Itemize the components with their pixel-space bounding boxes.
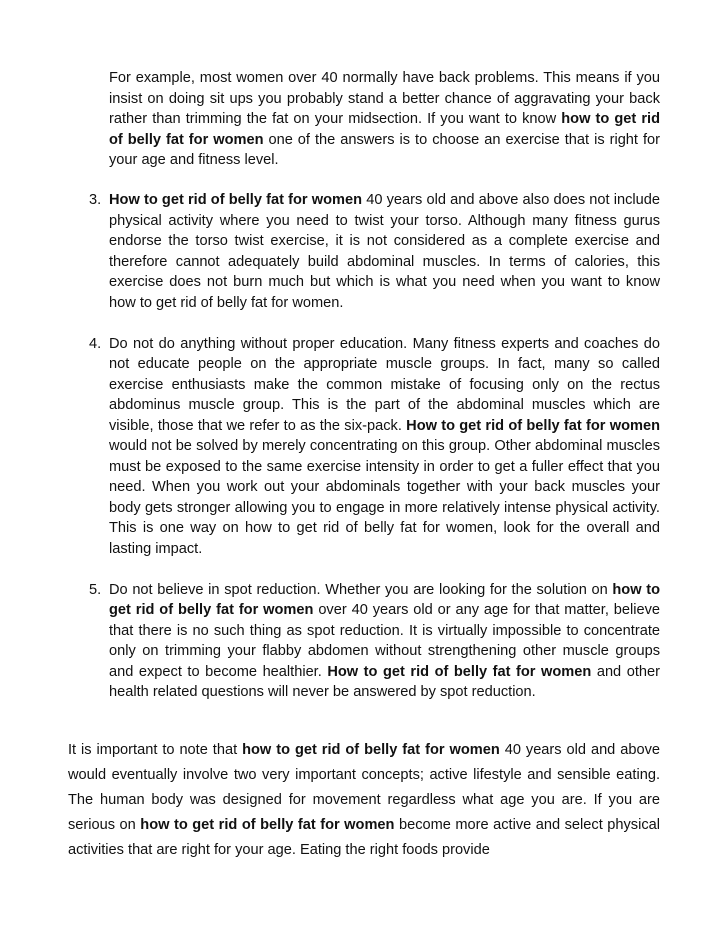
list-item-3 — [0, 190, 660, 313]
list-item-4 — [0, 334, 660, 560]
bold-keyword: How to get rid of belly fat for women — [109, 192, 363, 208]
list-item-text — [109, 582, 660, 701]
text-run: one of the answers is to choose an exercise that is right for your age and fitness level. — [109, 131, 660, 168]
text-run: 40 years old and above also does not include physical activity where you need to twist your torso. Although many fitness gurus endorse the torso twist exercise, it is not considered as a complete exercise and therefore cannot adequately build abdominal muscles. In terms of calories, this exercise does not burn much but which is what you need when you want to know how to get rid of belly fat for women. — [109, 192, 660, 311]
text-run: and other health related questions will never be answered by spot reduction. — [109, 663, 660, 700]
bold-keyword: how to get rid of belly fat for women — [109, 111, 660, 148]
list-item-text — [109, 192, 660, 311]
text-run: 40 years old and above would eventually involve two very important concepts; active lifestyle and sensible eating. The human body was designed for movement regardless what age you are. If you are serious on — [68, 742, 661, 833]
closing-paragraph — [68, 738, 660, 863]
bold-keyword: How to get rid of belly fat for women — [406, 417, 660, 434]
bold-keyword: how to get rid of belly fat for women — [242, 742, 500, 758]
bold-keyword: how to get rid of belly fat for women — [140, 817, 395, 833]
numbered-list — [0, 190, 728, 723]
list-number: 5. — [89, 581, 102, 598]
text-run: become more active and select physical activities that are right for your age. Eating the right foods provide — [68, 817, 660, 858]
list-number: 3. — [89, 192, 102, 208]
list-number: 4. — [89, 335, 102, 352]
list-item-text — [109, 336, 660, 557]
continued-paragraph — [109, 68, 660, 171]
text-run: Do not believe in spot reduction. Whether you are looking for the solution on — [109, 581, 613, 598]
text-run: would not be solved by merely concentrating on this group. Other abdominal muscles must be exposed to the same exercise intensity in order to get a fuller effect that you need. When you work out your abdominals together with your back muscles your body gets stronger allowing you to engage in more relatively intense physical activity. This is one way on how to get rid of belly fat for women, look for the overall and lasting impact. — [109, 438, 660, 557]
bold-keyword: How to get rid of belly fat for women — [327, 663, 592, 680]
bold-keyword: how to get rid of belly fat for women — [109, 581, 660, 618]
text-run: over 40 years old or any age for that matter, believe that there is no such thing as spot reduction. It is virtually impossible to concentrate only on trimming your flabby abdomen without strengthening other muscle groups and expect to become healthier. — [109, 602, 661, 680]
text-run: It is important to note that — [68, 742, 243, 758]
list-item-5 — [0, 580, 660, 703]
text-run: For example, most women over 40 normally have back problems. This means if you insist on doing sit ups you probably stand a better chance of aggravating your back rather than trimming the fat on your midsection. If you want to know — [109, 70, 660, 127]
text-run: Do not do anything without proper education. Many fitness experts and coaches do not educate people on the appropriate muscle groups. In fact, many so called exercise enthusiasts make the common mistake of focusing only on the rectus abdominus muscle group. This is the part of the abdominal muscles which are visible, those that we refer to as the six-pack. — [109, 335, 660, 434]
